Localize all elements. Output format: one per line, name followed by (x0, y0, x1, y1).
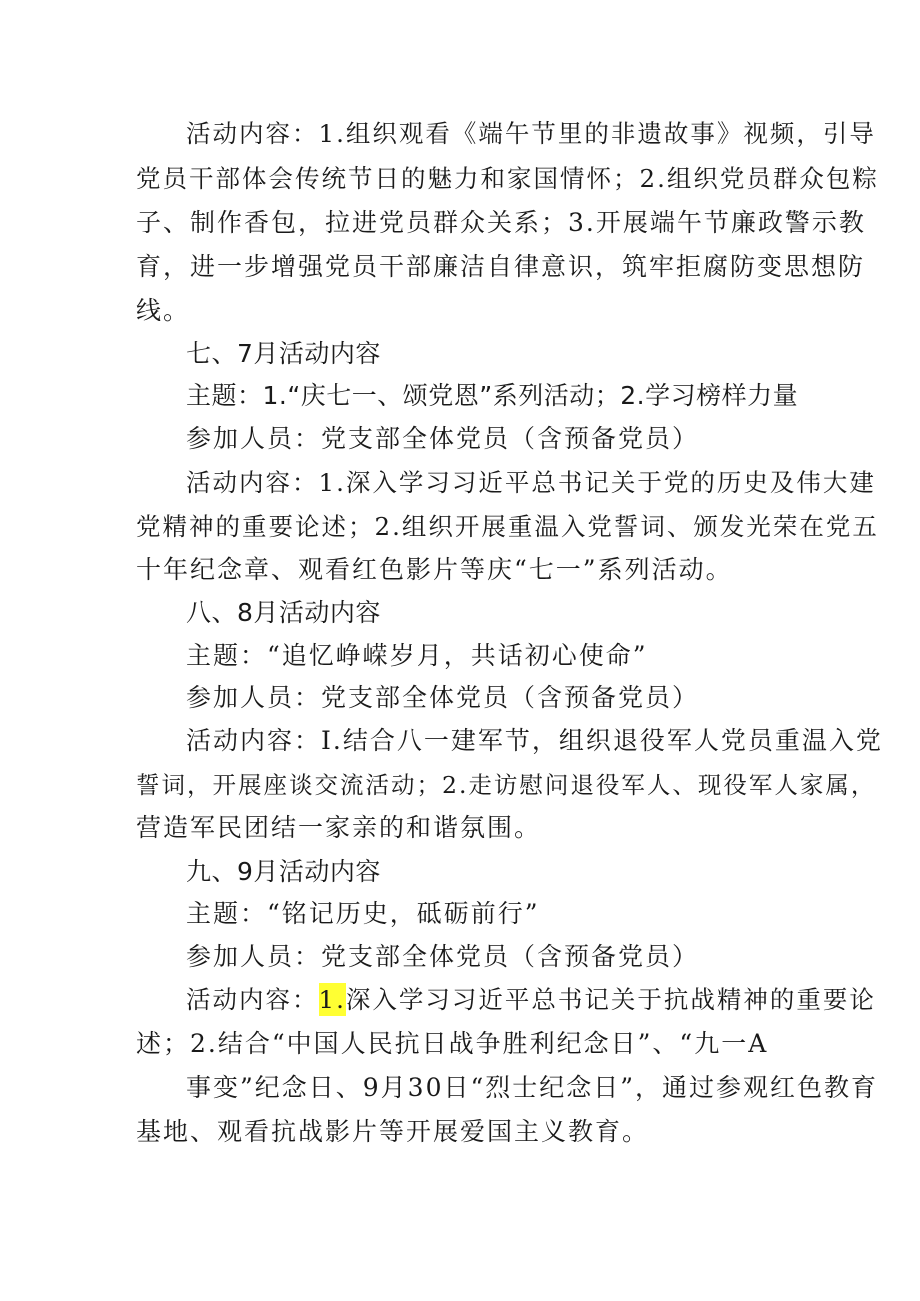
august-theme: 主题：“追忆峥嵘岁月，共话初心使命” (186, 641, 648, 670)
september-content-prefix: 活动内容： (186, 985, 319, 1014)
july-content-line-1: 活动内容：1.深入学习习近平总书记关于党的历史及伟大建 (186, 468, 876, 497)
july-heading: 七、7月活动内容 (186, 339, 381, 368)
june-content-line-3: 子、制作香包，拉进党员群众关系；3.开展端午节廉政警示教 (136, 208, 866, 237)
july-theme: 主题：1.“庆七一、颂党恩”系列活动；2.学习榜样力量 (186, 381, 799, 410)
august-participants: 参加人员：党支部全体党员（含预备党员） (186, 683, 700, 712)
september-content-line-1 (186, 983, 876, 1017)
september-content-line-4: 基地、观看抗战影片等开展爱国主义教育。 (136, 1117, 650, 1146)
august-content-line-2: 誓词，开展座谈交流活动；2.走访慰问退役军人、现役军人家属， (136, 771, 877, 799)
highlighted-text: 1. (318, 985, 346, 1014)
september-participants: 参加人员：党支部全体党员（含预备党员） (186, 942, 700, 971)
september-content-rest: 深入学习习近平总书记关于抗战精神的重要论 (345, 985, 876, 1014)
september-content-line-2: 述；2.结合“中国人民抗日战争胜利纪念日”、“九一A (136, 1029, 769, 1058)
august-heading: 八、8月活动内容 (186, 598, 381, 627)
july-participants: 参加人员：党支部全体党员（含预备党员） (186, 424, 700, 453)
june-content-line-1: 活动内容：1.组织观看《端午节里的非遗故事》视频，引导 (186, 119, 876, 148)
september-heading: 九、9月活动内容 (186, 857, 381, 886)
september-content-line-3: 事变”纪念日、9月30日“烈士纪念日”，通过参观红色教育 (186, 1073, 879, 1102)
july-content-line-2: 党精神的重要论述；2.组织开展重温入党誓词、颁发光荣在党五 (136, 512, 879, 541)
june-content-line-2: 党员干部体会传统节日的魅力和家国情怀；2.组织党员群众包粽 (136, 164, 879, 193)
august-content-line-1: 活动内容：I.结合八一建军节，组织退役军人党员重温入党 (186, 726, 883, 755)
august-content-line-3: 营造军民团结一家亲的和谐氛围。 (136, 813, 542, 842)
june-content-line-4: 育，进一步增强党员干部廉洁自律意识，筑牢拒腐防变思想防 (136, 252, 866, 281)
july-content-line-3: 十年纪念章、观看红色影片等庆“七一”系列活动。 (136, 555, 733, 584)
june-content-line-5: 线。 (136, 296, 191, 325)
september-theme: 主题：“铭记历史，砥砺前行” (186, 899, 540, 928)
